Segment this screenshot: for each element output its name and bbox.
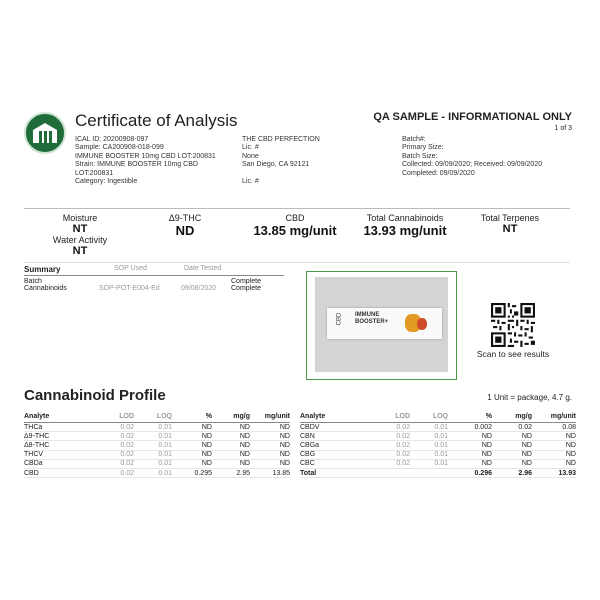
table-cell: 0.01 <box>410 441 448 450</box>
table-row <box>24 450 290 459</box>
table-cell: CBD <box>24 468 104 477</box>
batch-info <box>402 136 582 178</box>
table-header <box>300 412 576 423</box>
table-cell: 0.01 <box>410 450 448 459</box>
table-cell: ND <box>250 459 290 468</box>
table-cell: ND <box>532 459 576 468</box>
table-row <box>300 423 576 432</box>
thc-label: Δ9-THC <box>168 213 202 223</box>
client-info <box>242 136 382 186</box>
column-header: LOQ <box>134 412 172 423</box>
table-cell: 0.02 <box>380 459 410 468</box>
table-cell: ND <box>212 441 250 450</box>
table-cell: ND <box>448 459 492 468</box>
table-cell: 0.01 <box>134 450 172 459</box>
total-terpenes-label: Total Terpenes <box>480 213 540 223</box>
table-cell: 0.02 <box>104 432 134 441</box>
divider <box>24 208 570 209</box>
client-lic-2: Lic. # <box>242 177 259 185</box>
table-cell: ND <box>250 441 290 450</box>
table-cell: CBDa <box>24 459 104 468</box>
table-header <box>24 412 290 423</box>
column-header: mg/g <box>212 412 250 423</box>
lot: LOT:200831 <box>75 169 114 177</box>
table-cell: 0.01 <box>410 459 448 468</box>
table-cell: ND <box>492 432 532 441</box>
moisture-value: NT <box>72 223 88 235</box>
summary-title: Summary <box>24 265 61 274</box>
sample-id: Sample: CA200908-018-099 <box>75 144 164 152</box>
table-row <box>24 468 290 477</box>
table-cell: CBC <box>300 459 380 468</box>
table-row <box>300 441 576 450</box>
lab-logo <box>24 112 66 154</box>
total-terpenes-value: NT <box>502 223 518 235</box>
table-cell: THCV <box>24 450 104 459</box>
table-cell: ND <box>172 432 212 441</box>
table-cell: ND <box>172 459 212 468</box>
column-header: % <box>172 412 212 423</box>
product-photo <box>306 271 457 380</box>
table-cell: ND <box>448 450 492 459</box>
table-cell: 0.02 <box>380 441 410 450</box>
page-number: 1 of 3 <box>554 125 572 132</box>
total-cannabinoids-block <box>350 213 460 238</box>
total-terpenes-block <box>470 213 550 235</box>
ical-id: ICAL ID: 20200908-097 <box>75 136 149 143</box>
batch-size: Batch Size: <box>402 152 438 160</box>
table-cell: Total <box>300 468 380 477</box>
thc-value: ND <box>175 223 195 238</box>
table-row <box>24 423 290 432</box>
table-cell: 13.93 <box>532 468 576 477</box>
table-cell <box>380 468 410 477</box>
table-cell: 0.01 <box>134 423 172 432</box>
table-cell: ND <box>532 450 576 459</box>
cannabinoid-table-left <box>24 412 290 478</box>
table-cell: CBG <box>300 450 380 459</box>
table-row <box>300 432 576 441</box>
qr-code-icon[interactable] <box>491 303 535 347</box>
summary-table <box>24 265 284 292</box>
stick-name: IMMUNE BOOSTER+ <box>355 312 389 325</box>
table-cell <box>410 468 448 477</box>
table-row <box>24 441 290 450</box>
table-cell: ND <box>250 432 290 441</box>
table-cell: ND <box>212 423 250 432</box>
table-row <box>300 450 576 459</box>
table-cell: 0.02 <box>380 432 410 441</box>
table-cell: ND <box>212 432 250 441</box>
table-cell: CBGa <box>300 441 380 450</box>
sop-used-header: SOP Used <box>114 265 147 272</box>
cbd-block <box>240 213 350 238</box>
moisture-block <box>30 213 130 257</box>
table-cell: 0.295 <box>172 468 212 477</box>
total-cannabinoids-label: Total Cannabinoids <box>366 213 444 223</box>
table-cell: 0.02 <box>104 450 134 459</box>
table-cell: ND <box>492 441 532 450</box>
summary-row-batch: Batch Complete <box>24 278 261 285</box>
product-stick-pack <box>327 308 442 339</box>
table-row <box>300 468 576 477</box>
cbd-value: 13.85 mg/unit <box>253 223 337 238</box>
table-cell: 0.02 <box>104 441 134 450</box>
table-cell: 13.85 <box>250 468 290 477</box>
client-none: None <box>242 152 259 160</box>
table-cell: ND <box>172 441 212 450</box>
summary-row-cannabinoids: Cannabinoids SOP-POT-E004-Ed 09/08/2020 Complete <box>24 285 261 292</box>
date-tested-header: Date Tested <box>184 265 222 272</box>
water-activity-label: Water Activity <box>52 235 108 245</box>
table-cell: 0.296 <box>448 468 492 477</box>
table-cell: 0.02 <box>492 423 532 432</box>
table-cell: ND <box>212 459 250 468</box>
table-cell: ND <box>492 459 532 468</box>
table-row <box>300 459 576 468</box>
table-cell: 0.01 <box>134 432 172 441</box>
unit-note: 1 Unit = package, 4.7 g. <box>487 393 572 402</box>
divider-2 <box>24 262 570 263</box>
column-header: mg/unit <box>532 412 576 423</box>
cannabinoid-table-right <box>300 412 576 478</box>
qr-caption: Scan to see results <box>476 349 550 359</box>
table-cell: ND <box>250 423 290 432</box>
stick-brand: CBD <box>336 312 343 326</box>
table-cell: ND <box>212 450 250 459</box>
table-cell: ND <box>532 441 576 450</box>
strain: Strain: IMMUNE BOOSTER 10mg CBD <box>75 161 198 169</box>
table-cell: CBDV <box>300 423 380 432</box>
thc-block <box>140 213 230 238</box>
table-row <box>24 459 290 468</box>
table-cell: 0.01 <box>134 468 172 477</box>
client-name: THE CBD PERFECTION <box>242 136 320 143</box>
column-header: mg/unit <box>250 412 290 423</box>
table-cell: 0.002 <box>448 423 492 432</box>
table-cell: ND <box>172 450 212 459</box>
table-cell: ND <box>448 441 492 450</box>
table-cell: 0.01 <box>410 423 448 432</box>
column-header: % <box>448 412 492 423</box>
table-cell: 0.01 <box>134 441 172 450</box>
table-cell: Δ9-THC <box>24 432 104 441</box>
table-cell: ND <box>492 450 532 459</box>
table-cell: CBN <box>300 432 380 441</box>
collected-received: Collected: 09/09/2020; Received: 09/09/2020 <box>402 161 543 169</box>
product-lot: IMMUNE BOOSTER 10mg CBD LOT:200831 <box>75 152 216 160</box>
column-header: LOD <box>380 412 410 423</box>
column-header: mg/g <box>492 412 532 423</box>
table-cell: 0.01 <box>410 432 448 441</box>
table-cell: 0.02 <box>104 423 134 432</box>
moisture-label: Moisture <box>62 213 98 223</box>
client-city: San Diego, CA 92121 <box>242 161 310 169</box>
table-cell: 0.01 <box>134 459 172 468</box>
cannabinoid-profile-title: Cannabinoid Profile <box>24 387 166 404</box>
sample-info <box>75 136 235 186</box>
total-cannabinoids-value: 13.93 mg/unit <box>363 223 447 238</box>
table-cell: ND <box>448 432 492 441</box>
column-header: LOQ <box>410 412 448 423</box>
table-cell: 0.02 <box>380 423 410 432</box>
table-cell: Δ8-THC <box>24 441 104 450</box>
completed-date: Completed: 09/09/2020 <box>402 169 475 177</box>
table-cell: THCa <box>24 423 104 432</box>
batch-number: Batch#: <box>402 136 426 143</box>
table-cell: 0.02 <box>380 450 410 459</box>
qa-sample-label: QA SAMPLE - INFORMATIONAL ONLY <box>373 111 572 123</box>
primary-size: Primary Size: <box>402 144 444 152</box>
table-cell: 0.02 <box>104 459 134 468</box>
table-cell: 0.08 <box>532 423 576 432</box>
column-header: LOD <box>104 412 134 423</box>
table-cell: 2.96 <box>492 468 532 477</box>
category: Category: Ingestible <box>75 178 138 186</box>
column-header: Analyte <box>300 412 380 423</box>
table-row <box>24 432 290 441</box>
table-cell: ND <box>250 450 290 459</box>
table-cell: ND <box>532 432 576 441</box>
document-title: Certificate of Analysis <box>75 111 238 130</box>
logo-building-icon <box>33 123 57 143</box>
column-header: Analyte <box>24 412 104 423</box>
table-cell: 2.95 <box>212 468 250 477</box>
cbd-label: CBD <box>285 213 305 223</box>
table-cell: ND <box>172 423 212 432</box>
berry-fruit-icon <box>417 318 427 330</box>
water-activity-value: NT <box>72 245 88 257</box>
table-cell: 0.02 <box>104 468 134 477</box>
client-lic: Lic. # <box>242 144 259 152</box>
